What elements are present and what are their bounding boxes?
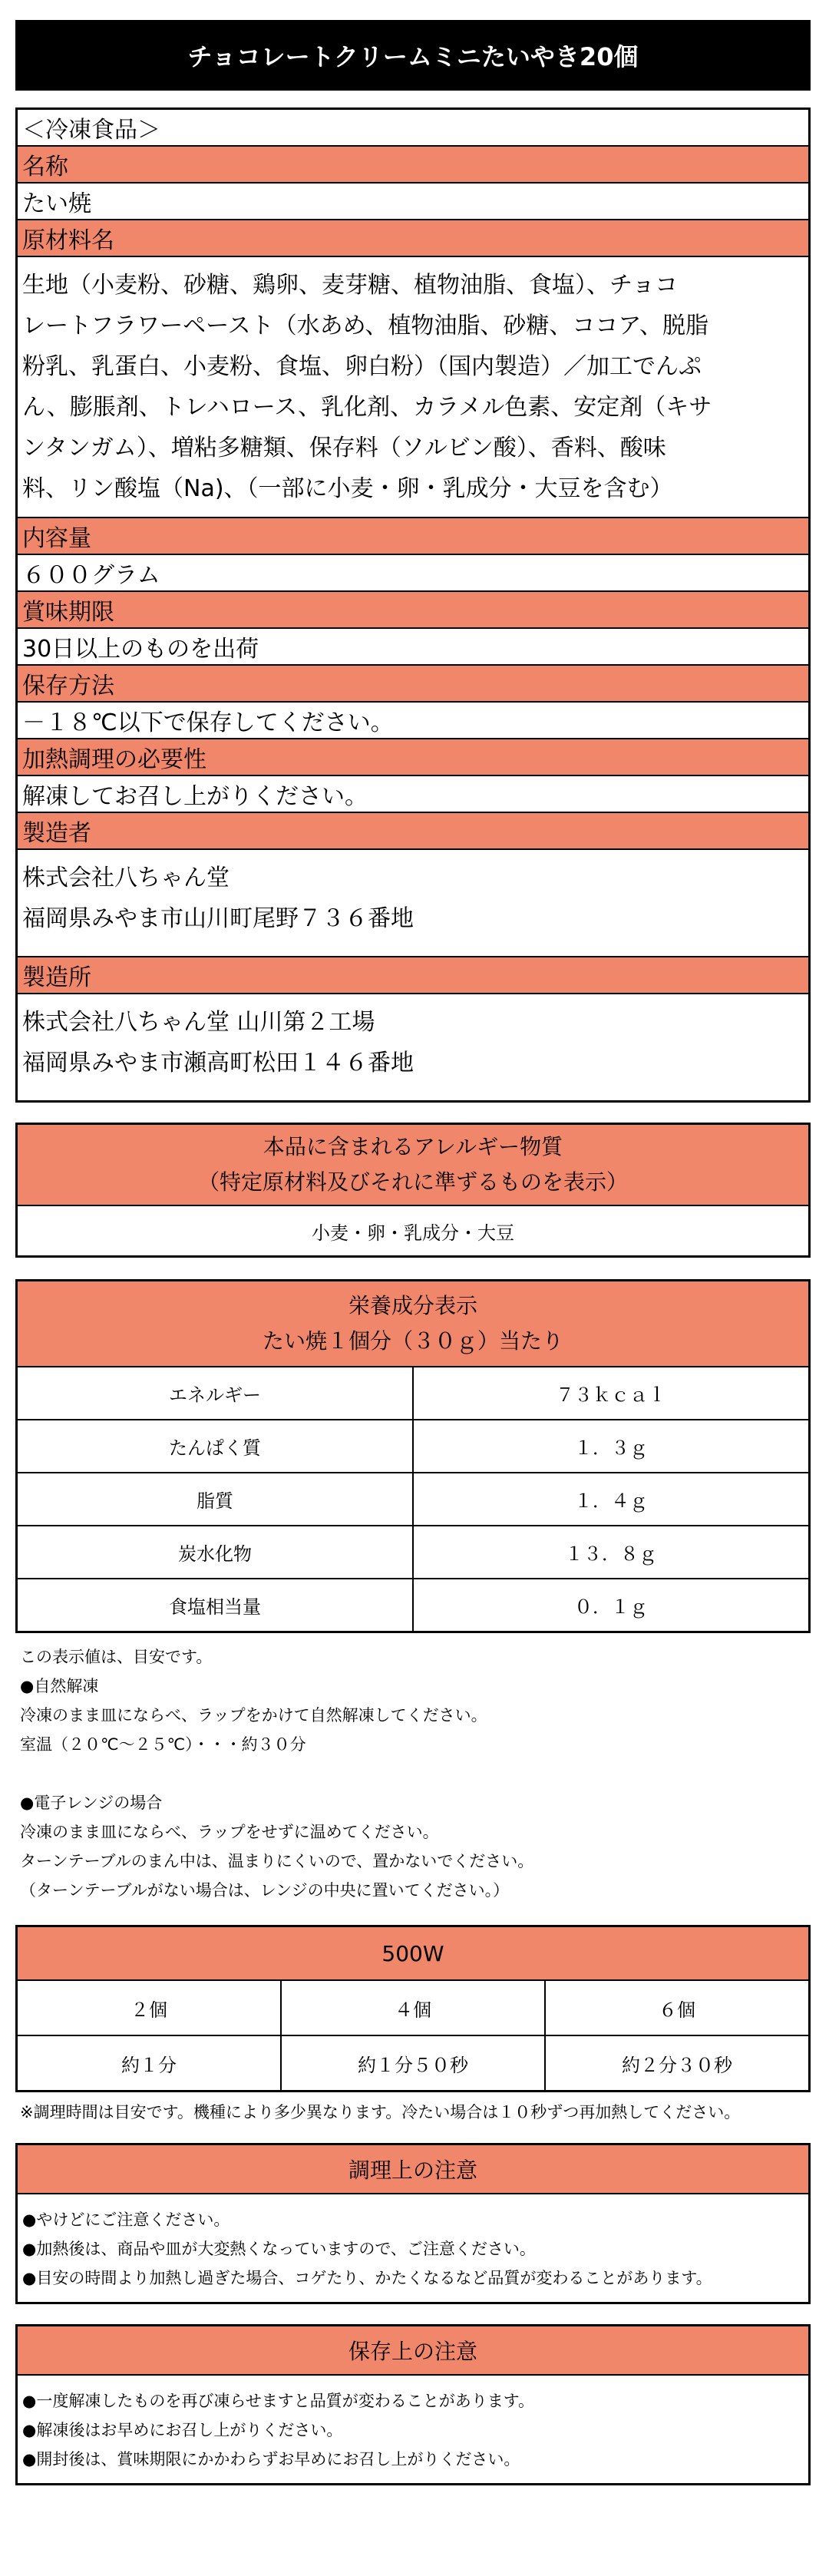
allergy-heading-line1: 本品に含まれるアレルギー物質	[263, 1134, 563, 1159]
nutrition-heading-line1: 栄養成分表示	[348, 1293, 477, 1318]
table-row	[18, 2036, 808, 2090]
label-heading-content: 内容量	[18, 518, 808, 555]
piece-count: ４個	[282, 1981, 546, 2035]
table-row	[18, 1473, 808, 1526]
nutrition-heading-line2: たい焼１個分（３０ｇ）当たり	[262, 1328, 563, 1354]
label-value-content: ６００グラム	[18, 555, 808, 592]
estimate-note: この表示値は、目安です。	[20, 1648, 213, 1666]
nutrition-table	[15, 1279, 811, 1633]
cooking-caution-heading: 調理上の注意	[18, 2145, 808, 2194]
caution-item: ●開封後は、賞味期限にかかわらずお早めにお召し上がりください。	[22, 2450, 520, 2469]
microwave-line: （ターンテーブルがない場合は、レンジの中央に置いてください。）	[20, 1881, 510, 1900]
label-value-name: たい焼	[18, 184, 808, 220]
allergy-value: 小麦・卵・乳成分・大豆	[312, 1222, 514, 1244]
nutrient-name: たんぱく質	[18, 1420, 414, 1472]
ingredients-line: ンタンガム）、増粘多糖類、保存料（ソルビン酸）、香料、酸味	[22, 435, 666, 461]
piece-count: ６個	[659, 1999, 695, 2021]
nutrition-heading	[18, 1281, 808, 1367]
nutrient-value: １３．８ｇ	[565, 1543, 657, 1565]
product-title: チョコレートクリームミニたいやき20個	[15, 20, 811, 91]
factory-name: 株式会社八ちゃん堂 山川第２工場	[22, 1009, 375, 1036]
storage-caution-box	[15, 2324, 811, 2485]
ingredients-line: ん、膨脹剤、トレハロース、乳化剤、カラメル色素、安定剤（キサ	[22, 394, 712, 421]
caution-item: ●加熱後は、商品や皿が大変熱くなっていますので、ご注意ください。	[22, 2240, 536, 2258]
nutrient-name: エネルギー	[18, 1367, 414, 1419]
storage-caution-heading: 保存上の注意	[18, 2326, 808, 2376]
heating-time: 約１分	[18, 2036, 282, 2090]
microwave-heading: 500W	[18, 1927, 808, 1981]
table-row	[18, 1420, 808, 1473]
microwave-title: ●電子レンジの場合	[20, 1794, 163, 1812]
table-row	[18, 1367, 808, 1420]
label-heading-factory: 製造所	[18, 957, 808, 994]
microwave-line: ターンテーブルのまん中は、温まりにくいので、置かないでください。	[20, 1852, 534, 1870]
table-row	[18, 1579, 808, 1631]
nutrient-name: 食塩相当量	[18, 1579, 414, 1631]
caution-item: ●一度解凍したものを再び凍らせますと品質が変わることがあります。	[22, 2392, 535, 2410]
manufacturer-address: 福岡県みやま市山川町尾野７３６番地	[22, 905, 414, 932]
nutrient-name: 炭水化物	[18, 1526, 414, 1578]
nutrient-name: 脂質	[18, 1473, 414, 1525]
heating-time: 約１分５０秒	[282, 2036, 546, 2090]
caution-item: ●目安の時間より加熱し過ぎた場合、コゲたり、かたくなるなど品質が変わることがあります。	[22, 2269, 712, 2287]
ingredients-line: レートフラワーペースト（水あめ、植物油脂、砂糖、ココア、脱脂	[22, 312, 708, 339]
ingredients-line: 料、リン酸塩（Na)、（一部に小麦・卵・乳成分・大豆を含む）	[22, 475, 673, 502]
label-value-manufacturer	[18, 850, 808, 957]
natural-thaw-title: ●自然解凍	[20, 1677, 99, 1695]
label-category: ＜冷凍食品＞	[18, 110, 808, 147]
label-value-heating: 解凍してお召し上がりください。	[18, 776, 808, 813]
label-value-ingredients	[18, 257, 808, 518]
label-value-factory	[18, 994, 808, 1100]
factory-address: 福岡県みやま市瀬高町松田１４６番地	[22, 1050, 414, 1076]
allergy-heading-line2: （特定原材料及びそれに準ずるものを表示）	[197, 1169, 628, 1195]
natural-thaw-line: 室温（２０℃～２５℃）・・・約３０分	[20, 1735, 306, 1754]
caution-item: ●解凍後はお早めにお召し上がりください。	[22, 2421, 343, 2439]
table-row	[18, 1526, 808, 1579]
ingredients-line: 生地（小麦粉、砂糖、鶏卵、麦芽糖、植物油脂、食塩）、チョコ	[22, 272, 679, 299]
label-value-storage: －１８℃以下で保存してください。	[18, 703, 808, 739]
ingredients-line: 粉乳、乳蛋白、小麦粉、食塩、卵白粉）（国内製造）／加工でんぷ	[22, 353, 702, 380]
label-heading-heating: 加熱調理の必要性	[18, 739, 808, 776]
caution-item: ●やけどにご注意ください。	[22, 2211, 230, 2229]
microwave-table	[15, 1925, 811, 2092]
nutrient-value: １．３ｇ	[574, 1437, 648, 1459]
label-value-expiry: 30日以上のものを出荷	[18, 629, 808, 666]
piece-count: ２個	[18, 1981, 282, 2035]
label-heading-manufacturer: 製造者	[18, 813, 808, 850]
nutrient-value: ０．１ｇ	[574, 1596, 648, 1618]
natural-thaw-line: 冷凍のまま皿にならべ、ラップをかけて自然解凍してください。	[20, 1706, 487, 1724]
label-heading-expiry: 賞味期限	[18, 592, 808, 629]
heating-notes	[15, 1642, 811, 1905]
nutrient-value: ７３ｋｃａｌ	[556, 1384, 666, 1406]
manufacturer-name: 株式会社八ちゃん堂	[22, 865, 230, 891]
heating-time: 約２分３０秒	[622, 2054, 732, 2076]
microwave-line: 冷凍のまま皿にならべ、ラップをせずに温めてください。	[20, 1823, 439, 1841]
allergy-box	[15, 1123, 811, 1258]
label-heading-name: 名称	[18, 147, 808, 184]
food-label	[15, 107, 811, 1103]
microwave-footnote: ※調理時間は目安です。機種により多少異なります。冷たい場合は１０秒ずつ再加熱してください。	[20, 2103, 741, 2121]
nutrient-value: １．４ｇ	[574, 1490, 648, 1512]
label-heading-storage: 保存方法	[18, 666, 808, 703]
table-row	[18, 1981, 808, 2036]
allergy-heading	[18, 1125, 808, 1206]
label-heading-ingredients: 原材料名	[18, 220, 808, 257]
cooking-caution-box	[15, 2143, 811, 2304]
